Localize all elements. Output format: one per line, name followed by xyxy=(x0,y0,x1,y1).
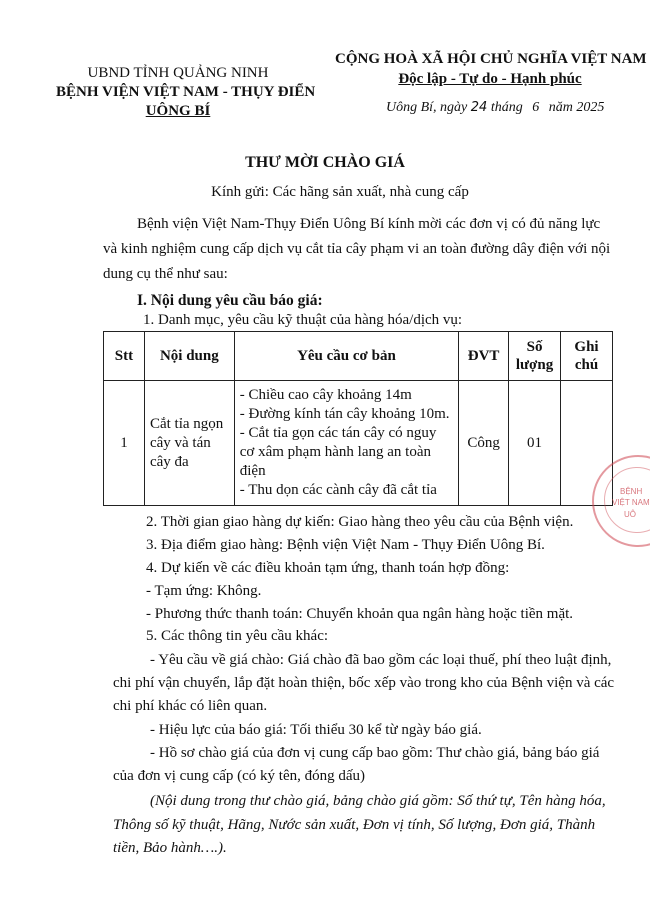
price-requirement-line-3: chi phí khác có liên quan. xyxy=(113,698,268,714)
dossier-line-2: của đơn vị cung cấp (có ký tên, đóng dấu) xyxy=(113,768,366,784)
authority-line: UBND TỈNH QUẢNG NINH xyxy=(87,65,269,81)
quote-validity: - Hiệu lực của báo giá: Tối thiểu 30 kể từ ngày báo giá. xyxy=(150,722,482,738)
note-line-3: tiền, Bảo hành….). xyxy=(113,840,227,856)
stamp-text: VIỆT NAM xyxy=(612,498,650,507)
delivery-place: 3. Địa điểm giao hàng: Bệnh viện Việt Nam - Thụy Điển Uông Bí. xyxy=(146,537,545,553)
greeting: Kính gửi: Các hãng sản xuất, nhà cung cấp xyxy=(211,184,469,200)
requirement-item: - Thu dọn các cành cây đã cắt tỉa xyxy=(239,482,437,498)
price-requirement-line-2: chi phí vận chuyển, lắp đặt hoàn thiện, bốc xếp vào trong kho của Bệnh viện và các xyxy=(113,675,615,691)
col-header-quantity: Số lượng xyxy=(509,332,561,381)
cell-stt: 1 xyxy=(104,381,145,506)
table-header-row xyxy=(104,332,613,381)
table-row xyxy=(104,381,613,506)
cell-requirements xyxy=(234,381,458,506)
date-day: 24 xyxy=(470,100,488,115)
stamp-text: BỆNH xyxy=(620,487,643,496)
date-year: năm 2025 xyxy=(548,100,605,115)
dossier-line-1: - Hồ sơ chào giá của đơn vị cung cấp bao gồm: Thư chào giá, bảng báo giá xyxy=(150,745,600,761)
stamp-text: UÔ xyxy=(624,510,636,519)
col-header-unit: ĐVT xyxy=(459,332,509,381)
hospital-location: UÔNG BÍ xyxy=(145,103,211,119)
cell-content: Cắt tỉa ngọn cây và tán cây đa xyxy=(144,381,234,506)
issuing-authority xyxy=(56,64,316,121)
advance-payment: - Tạm ứng: Không. xyxy=(146,583,262,599)
requirements-table xyxy=(103,331,613,506)
national-motto xyxy=(335,49,645,89)
date-month: 6 xyxy=(532,100,540,115)
list-item-1: 1. Danh mục, yêu cầu kỹ thuật của hàng hóa/dịch vụ: xyxy=(143,312,463,328)
payment-method: - Phương thức thanh toán: Chuyển khoản qua ngân hàng hoặc tiền mặt. xyxy=(146,606,574,622)
col-header-content: Nội dung xyxy=(144,332,234,381)
nation-name: CỘNG HOÀ XÃ HỘI CHỦ NGHĨA VIỆT NAM xyxy=(335,51,647,67)
price-requirement-line-1: - Yêu cầu về giá chào: Giá chào đã bao gồm các loại thuế, phí theo luật định, xyxy=(150,652,612,668)
cell-unit: Công xyxy=(459,381,509,506)
date-prefix: Uông Bí, ngày xyxy=(386,100,468,115)
col-header-stt: Stt xyxy=(104,332,145,381)
requirement-item: - Chiều cao cây khoảng 14m xyxy=(239,387,412,403)
other-info-heading: 5. Các thông tin yêu cầu khác: xyxy=(146,628,329,644)
note-line-1: (Nội dung trong thư chào giá, bảng chào giá gồm: Số thứ tự, Tên hàng hóa, xyxy=(150,793,606,809)
requirement-item: - Cắt tỉa gọn các tán cây có nguy cơ xâm phạm hành lang an toàn điện xyxy=(239,425,437,479)
note-line-2: Thông số kỹ thuật, Hãng, Nước sản xuất, Đơn vị tính, Số lượng, Đơn giá, Thành xyxy=(113,817,596,833)
payment-terms-heading: 4. Dự kiến về các điều khoản tạm ứng, thanh toán hợp đồng: xyxy=(146,560,510,576)
intro-line-1: Bệnh viện Việt Nam-Thụy Điển Uông Bí kính mời các đơn vị có đủ năng lực xyxy=(137,216,601,232)
col-header-note: Ghi chú xyxy=(561,332,613,381)
col-header-requirements: Yêu cầu cơ bản xyxy=(234,332,458,381)
cell-quantity: 01 xyxy=(509,381,561,506)
motto: Độc lập - Tự do - Hạnh phúc xyxy=(398,71,582,87)
intro-line-2: và kinh nghiệm cung cấp dịch vụ cắt tỉa cây phạm vi an toàn đường dây điện với nội xyxy=(103,241,611,257)
section-heading-1: I. Nội dung yêu cầu báo giá: xyxy=(137,292,323,309)
date-month-label: tháng xyxy=(490,100,523,115)
delivery-time: 2. Thời gian giao hàng dự kiến: Giao hàng theo yêu cầu của Bệnh viện. xyxy=(146,514,574,530)
hospital-name: BỆNH VIỆN VIỆT NAM - THỤY ĐIỂN xyxy=(56,84,316,100)
document-title: THƯ MỜI CHÀO GIÁ xyxy=(245,154,405,171)
requirement-item: - Đường kính tán cây khoảng 10m. xyxy=(239,406,450,422)
date-line xyxy=(386,100,604,116)
intro-line-3: dung cụ thể như sau: xyxy=(103,266,228,282)
